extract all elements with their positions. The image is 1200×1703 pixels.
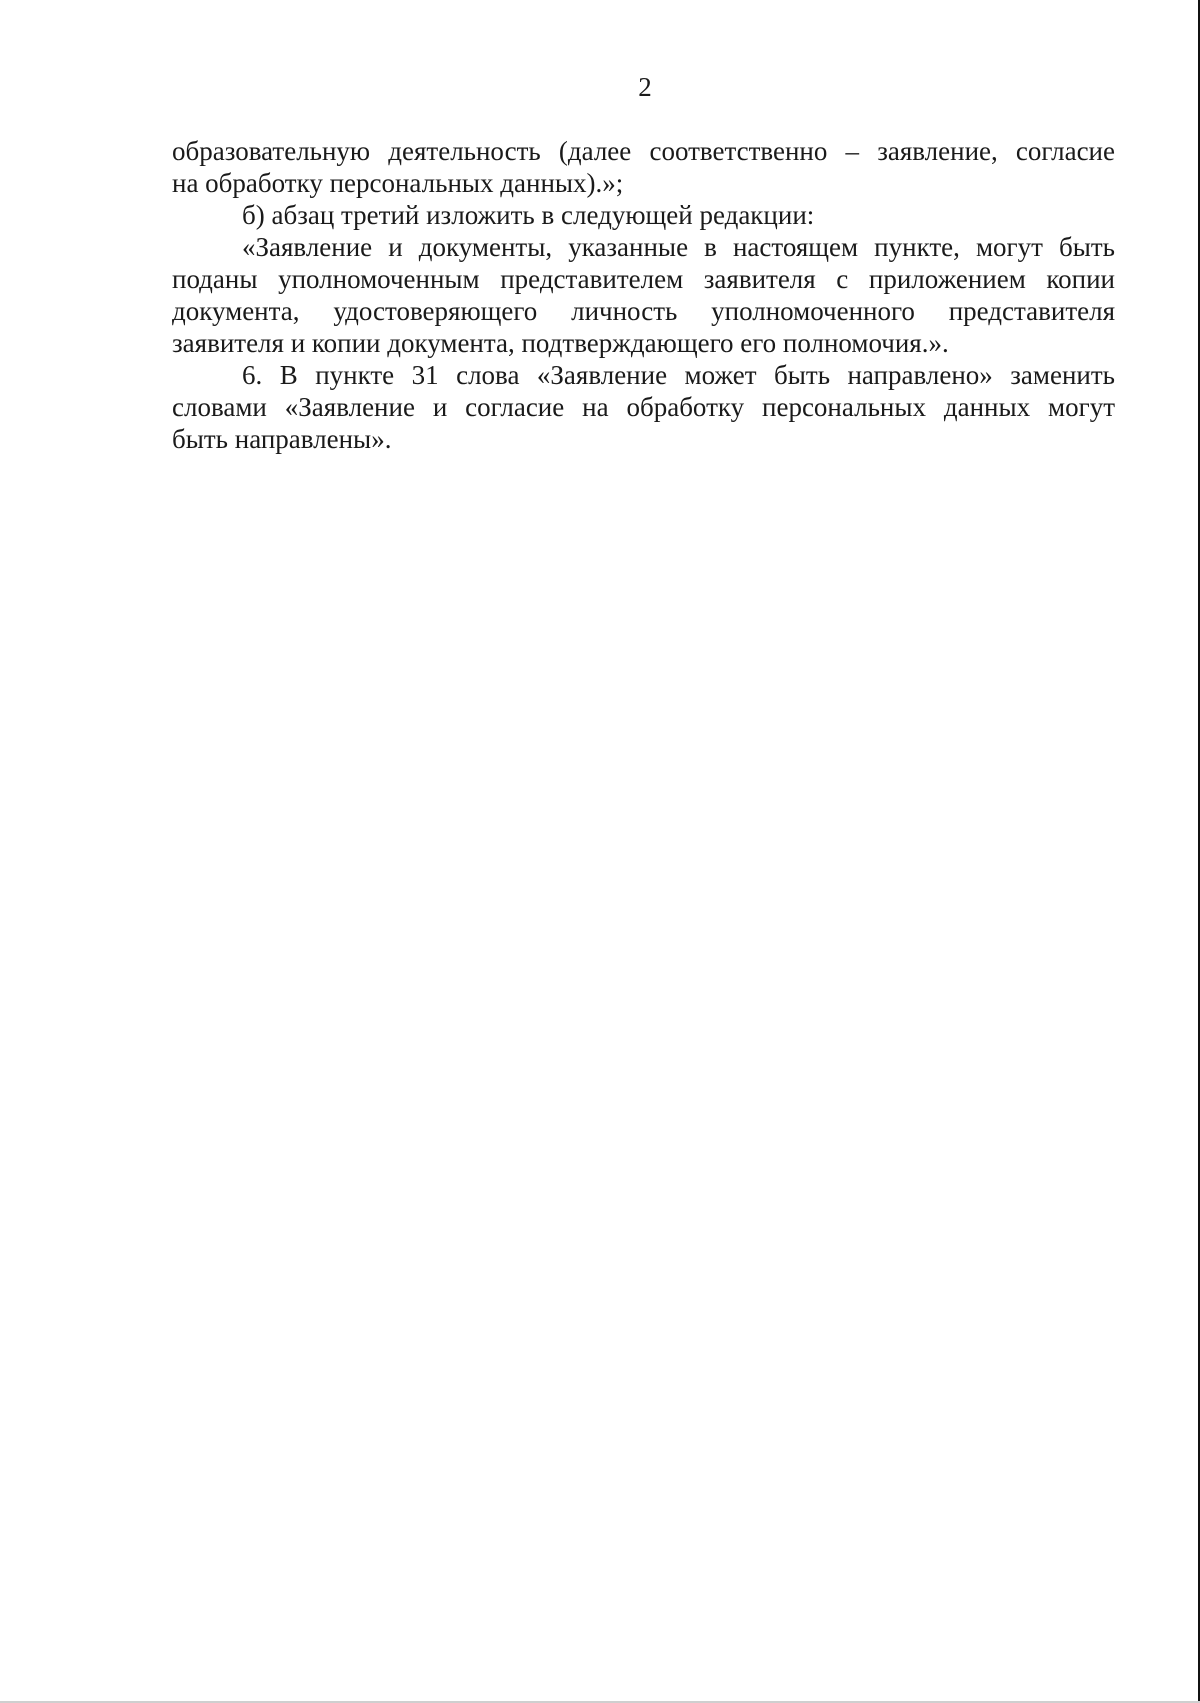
paragraph-continuation xyxy=(172,135,1115,199)
page-number: 2 xyxy=(638,72,652,102)
text-line: «Заявление и документы, указанные в настоящем пункте, могут быть xyxy=(242,232,1115,262)
text-line: документа, удостоверяющего личность уполномоченного представителя xyxy=(172,296,1115,326)
paragraph-quoted-text xyxy=(172,231,1115,359)
text-line: 6. В пункте 31 слова «Заявление может быть направлено» заменить xyxy=(242,360,1115,390)
text-line: быть направлены». xyxy=(172,424,392,454)
document-body xyxy=(172,135,1115,455)
text-line: поданы уполномоченным представителем заявителя с приложением копии xyxy=(172,264,1115,294)
paragraph-subitem-b xyxy=(172,199,1115,231)
text-line: словами «Заявление и согласие на обработку персональных данных могут xyxy=(172,392,1115,422)
text-line: б) абзац третий изложить в следующей редакции: xyxy=(242,200,815,230)
paragraph-item-6 xyxy=(172,359,1115,455)
text-line: образовательную деятельность (далее соответственно – заявление, согласие xyxy=(172,136,1115,166)
text-line: заявителя и копии документа, подтверждающего его полномочия.». xyxy=(172,328,949,358)
text-line: на обработку персональных данных).»; xyxy=(172,168,624,198)
